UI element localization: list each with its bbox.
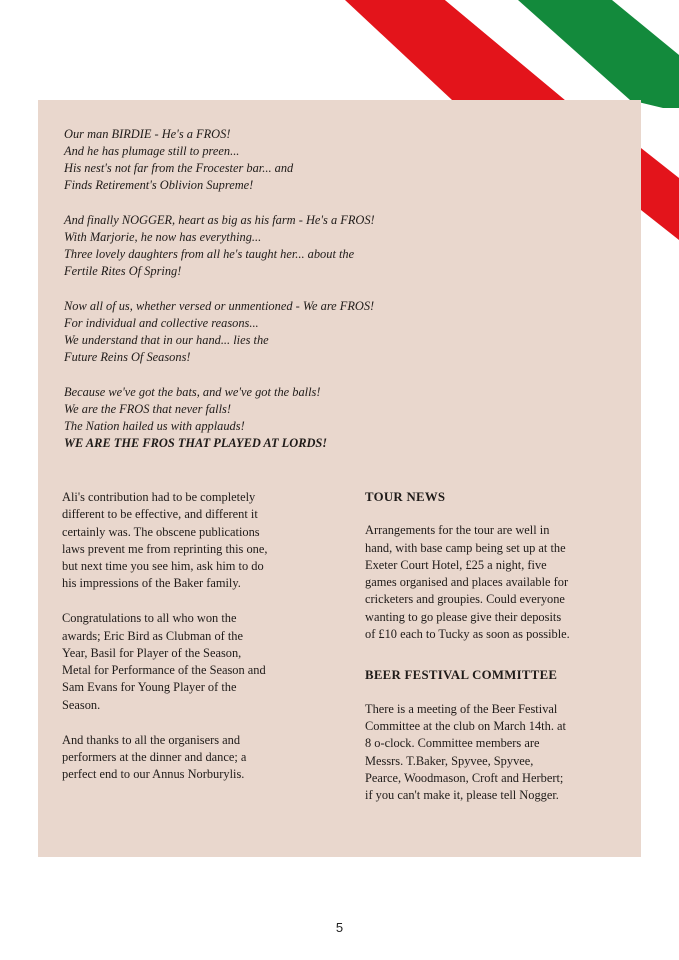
text-line: certainly was. The obscene publications <box>62 524 260 539</box>
text-line: games organised and places available for <box>365 575 569 590</box>
poem-line: Finds Retirement's Oblivion Supreme! <box>64 178 254 193</box>
poem-stanza <box>64 298 484 366</box>
right-column <box>365 489 635 822</box>
text-line: Committee at the club on March 14th. at <box>365 718 566 733</box>
text-line: different to be effective, and different it <box>62 507 258 522</box>
text-line: Ali's contribution had to be completely <box>62 490 256 504</box>
poem-line: Because we've got the bats, and we've got the balls! <box>64 384 321 399</box>
poem-line: His nest's not far from the Frocester bar... and <box>64 161 294 176</box>
poem-line: The Nation hailed us with applauds! <box>64 418 245 433</box>
poem-line: Three lovely daughters from all he's taught her... about the <box>64 247 355 262</box>
text-line: Messrs. T.Baker, Spyvee, Spyvee, <box>365 753 534 768</box>
poem <box>64 126 484 470</box>
paragraph-awards <box>62 610 342 714</box>
text-line: cricketers and groupies. Could everyone <box>365 592 565 607</box>
tour-news-heading: TOUR NEWS <box>365 490 446 504</box>
text-line: And thanks to all the organisers and <box>62 732 241 747</box>
poem-line: Fertile Rites Of Spring! <box>64 264 182 279</box>
poem-line: With Marjorie, he now has everything... <box>64 229 262 244</box>
paragraph-alis-contribution <box>62 489 342 593</box>
text-line: his impressions of the Baker family. <box>62 576 241 591</box>
text-line: Congratulations to all who won the <box>62 611 237 626</box>
poem-line: We are the FROS that never falls! <box>64 401 232 416</box>
text-line: There is a meeting of the Beer Festival <box>365 701 558 716</box>
poem-line: And he has plumage still to preen... <box>64 144 240 159</box>
left-column <box>62 489 342 801</box>
poem-stanza <box>64 212 484 280</box>
text-line: Pearce, Woodmason, Croft and Herbert; <box>365 770 564 785</box>
text-line: 8 o-clock. Committee members are <box>365 736 540 751</box>
text-line: hand, with base camp being set up at the <box>365 540 566 555</box>
newsletter-page <box>38 100 641 857</box>
text-line: awards; Eric Bird as Clubman of the <box>62 628 243 643</box>
poem-line: Our man BIRDIE - He's a FROS! <box>64 127 231 141</box>
poem-line: Future Reins Of Seasons! <box>64 350 191 365</box>
beer-festival-body <box>365 701 635 805</box>
poem-line: Now all of us, whether versed or unmentioned - We are FROS! <box>64 298 375 313</box>
poem-line: And finally NOGGER, heart as big as his farm - He's a FROS! <box>64 212 375 227</box>
text-line: Metal for Performance of the Season and <box>62 663 266 678</box>
poem-stanza <box>64 384 484 452</box>
text-line: wanting to go please give their deposits <box>365 609 562 624</box>
text-line: Year, Basil for Player of the Season, <box>62 645 242 660</box>
text-line: Arrangements for the tour are well in <box>365 523 550 538</box>
text-line: performers at the dinner and dance; a <box>62 749 247 764</box>
text-line: if you can't make it, please tell Nogger. <box>365 788 559 803</box>
text-line: Exeter Court Hotel, £25 a night, five <box>365 557 547 572</box>
text-line: but next time you see him, ask him to do <box>62 559 264 574</box>
beer-festival-heading: BEER FESTIVAL COMMITTEE <box>365 668 558 683</box>
poem-closing-line: WE ARE THE FROS THAT PLAYED AT LORDS! <box>64 435 328 450</box>
text-line: laws prevent me from reprinting this one, <box>62 541 268 556</box>
red-ribbon-right <box>641 148 679 240</box>
poem-stanza <box>64 126 484 194</box>
text-line: Sam Evans for Young Player of the <box>62 680 237 695</box>
page-number: 5 <box>335 920 344 935</box>
poem-line: We understand that in our hand... lies the <box>64 332 269 347</box>
text-line: perfect end to our Annus Norburylis. <box>62 767 245 782</box>
text-line: of £10 each to Tucky as soon as possible. <box>365 627 570 642</box>
paragraph-thanks <box>62 732 342 784</box>
text-line: Season. <box>62 697 101 712</box>
poem-line: For individual and collective reasons... <box>64 315 259 330</box>
tour-news-body <box>365 522 635 643</box>
